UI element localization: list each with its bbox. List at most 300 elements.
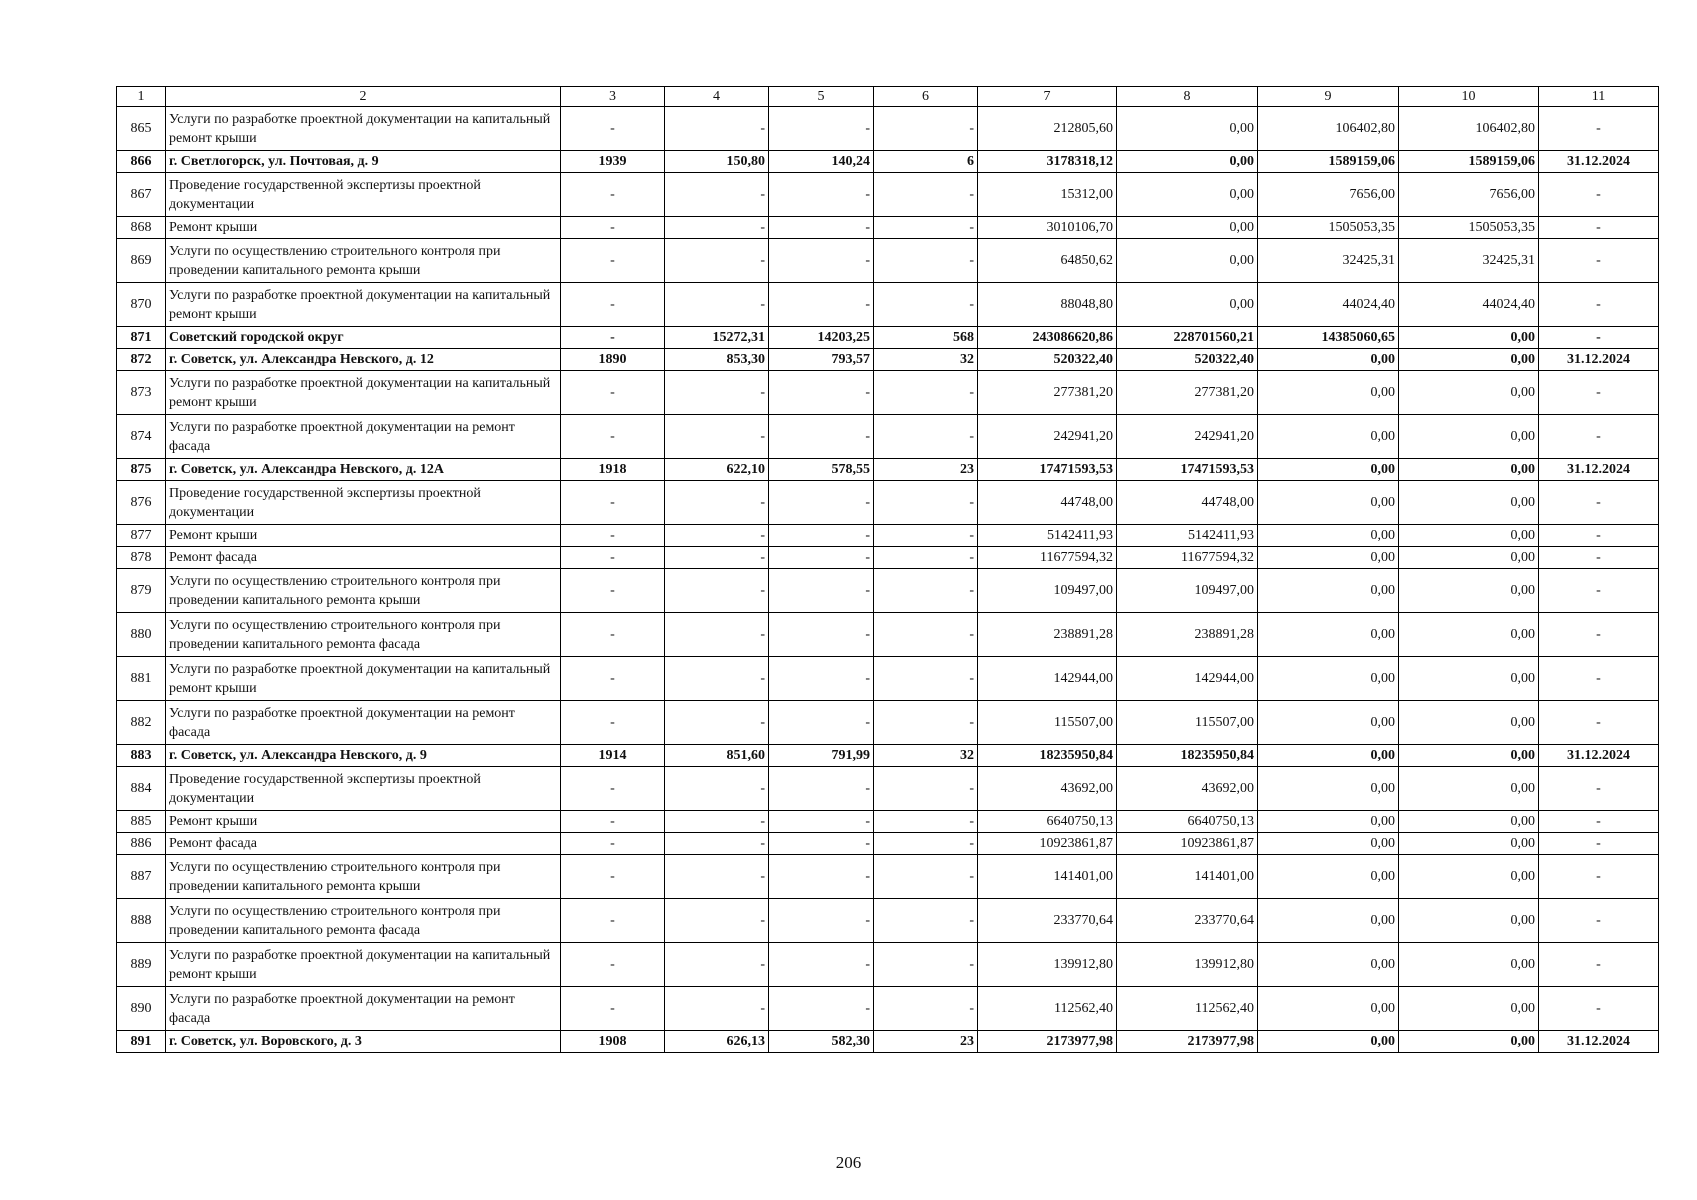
cost-col8-cell: 5142411,93 xyxy=(1117,525,1258,547)
area-total-cell: 622,10 xyxy=(665,459,769,481)
cost-total-cell: 6640750,13 xyxy=(978,811,1117,833)
work-name: Проведение государственной экспертизы проектной документации xyxy=(166,767,561,811)
column-header-2: 2 xyxy=(166,87,561,107)
area-living-cell: - xyxy=(769,547,874,569)
area-total-cell: - xyxy=(665,855,769,899)
residents-cell: - xyxy=(874,855,978,899)
cost-col9-cell: 0,00 xyxy=(1258,767,1399,811)
residents-cell: - xyxy=(874,283,978,327)
row-number: 891 xyxy=(117,1031,166,1053)
area-living-cell: - xyxy=(769,481,874,525)
cost-col10-cell: 0,00 xyxy=(1399,855,1539,899)
cost-col9-cell: 106402,80 xyxy=(1258,107,1399,151)
cost-col8-cell: 0,00 xyxy=(1117,107,1258,151)
cost-total-cell: 64850,62 xyxy=(978,239,1117,283)
work-name: Услуги по разработке проектной документации на капитальный ремонт крыши xyxy=(166,371,561,415)
table-row xyxy=(117,613,1659,657)
work-name: Услуги по разработке проектной документации на капитальный ремонт крыши xyxy=(166,107,561,151)
table-row xyxy=(117,987,1659,1031)
residents-cell: - xyxy=(874,217,978,239)
column-header-4: 4 xyxy=(665,87,769,107)
cost-col9-cell: 0,00 xyxy=(1258,415,1399,459)
table-row xyxy=(117,415,1659,459)
column-header-6: 6 xyxy=(874,87,978,107)
cost-col9-cell: 0,00 xyxy=(1258,525,1399,547)
residents-cell: - xyxy=(874,701,978,745)
table-row xyxy=(117,459,1659,481)
year-cell: - xyxy=(561,173,665,217)
deadline-cell: - xyxy=(1539,833,1659,855)
deadline-cell: 31.12.2024 xyxy=(1539,349,1659,371)
area-total-cell: - xyxy=(665,767,769,811)
row-number: 867 xyxy=(117,173,166,217)
area-living-cell: 791,99 xyxy=(769,745,874,767)
deadline-cell: - xyxy=(1539,701,1659,745)
residents-cell: 32 xyxy=(874,745,978,767)
cost-col9-cell: 0,00 xyxy=(1258,855,1399,899)
cost-total-cell: 88048,80 xyxy=(978,283,1117,327)
cost-col9-cell: 0,00 xyxy=(1258,459,1399,481)
cost-total-cell: 141401,00 xyxy=(978,855,1117,899)
work-name: г. Светлогорск, ул. Почтовая, д. 9 xyxy=(166,151,561,173)
area-total-cell: - xyxy=(665,371,769,415)
residents-cell: - xyxy=(874,481,978,525)
row-number: 866 xyxy=(117,151,166,173)
area-total-cell: - xyxy=(665,987,769,1031)
column-header-5: 5 xyxy=(769,87,874,107)
table-row xyxy=(117,349,1659,371)
cost-col9-cell: 0,00 xyxy=(1258,613,1399,657)
area-living-cell: - xyxy=(769,239,874,283)
area-total-cell: - xyxy=(665,547,769,569)
work-name: Услуги по разработке проектной документации на капитальный ремонт крыши xyxy=(166,283,561,327)
table-row xyxy=(117,217,1659,239)
cost-total-cell: 11677594,32 xyxy=(978,547,1117,569)
area-living-cell: - xyxy=(769,899,874,943)
cost-col10-cell: 106402,80 xyxy=(1399,107,1539,151)
residents-cell: - xyxy=(874,899,978,943)
area-total-cell: 853,30 xyxy=(665,349,769,371)
work-name: г. Советск, ул. Александра Невского, д. 9 xyxy=(166,745,561,767)
area-total-cell: - xyxy=(665,239,769,283)
cost-col9-cell: 44024,40 xyxy=(1258,283,1399,327)
table-row xyxy=(117,1031,1659,1053)
cost-total-cell: 15312,00 xyxy=(978,173,1117,217)
cost-col10-cell: 0,00 xyxy=(1399,569,1539,613)
deadline-cell: - xyxy=(1539,371,1659,415)
data-table xyxy=(116,86,1659,1053)
work-name: Ремонт фасада xyxy=(166,833,561,855)
cost-total-cell: 238891,28 xyxy=(978,613,1117,657)
residents-cell: - xyxy=(874,107,978,151)
cost-col8-cell: 0,00 xyxy=(1117,217,1258,239)
row-number: 869 xyxy=(117,239,166,283)
area-living-cell: - xyxy=(769,657,874,701)
cost-total-cell: 5142411,93 xyxy=(978,525,1117,547)
year-cell: - xyxy=(561,613,665,657)
row-number: 889 xyxy=(117,943,166,987)
deadline-cell: 31.12.2024 xyxy=(1539,745,1659,767)
deadline-cell: - xyxy=(1539,855,1659,899)
area-total-cell: - xyxy=(665,657,769,701)
cost-col9-cell: 0,00 xyxy=(1258,547,1399,569)
row-number: 886 xyxy=(117,833,166,855)
cost-col9-cell: 0,00 xyxy=(1258,1031,1399,1053)
residents-cell: - xyxy=(874,569,978,613)
work-name: г. Советск, ул. Воровского, д. 3 xyxy=(166,1031,561,1053)
area-living-cell: - xyxy=(769,525,874,547)
cost-col9-cell: 0,00 xyxy=(1258,811,1399,833)
residents-cell: - xyxy=(874,613,978,657)
residents-cell: 23 xyxy=(874,1031,978,1053)
area-living-cell: - xyxy=(769,767,874,811)
area-total-cell: 150,80 xyxy=(665,151,769,173)
row-number: 877 xyxy=(117,525,166,547)
cost-col8-cell: 0,00 xyxy=(1117,283,1258,327)
cost-total-cell: 142944,00 xyxy=(978,657,1117,701)
residents-cell: 6 xyxy=(874,151,978,173)
area-living-cell: 14203,25 xyxy=(769,327,874,349)
row-number: 887 xyxy=(117,855,166,899)
area-living-cell: - xyxy=(769,987,874,1031)
area-total-cell: - xyxy=(665,173,769,217)
deadline-cell: 31.12.2024 xyxy=(1539,459,1659,481)
cost-total-cell: 3178318,12 xyxy=(978,151,1117,173)
area-living-cell: - xyxy=(769,371,874,415)
cost-col8-cell: 139912,80 xyxy=(1117,943,1258,987)
work-name: Советский городской округ xyxy=(166,327,561,349)
cost-total-cell: 10923861,87 xyxy=(978,833,1117,855)
area-total-cell: 15272,31 xyxy=(665,327,769,349)
year-cell: - xyxy=(561,283,665,327)
cost-col10-cell: 0,00 xyxy=(1399,525,1539,547)
row-number: 876 xyxy=(117,481,166,525)
cost-col10-cell: 0,00 xyxy=(1399,371,1539,415)
work-name: Проведение государственной экспертизы проектной документации xyxy=(166,481,561,525)
year-cell: - xyxy=(561,239,665,283)
table-row xyxy=(117,239,1659,283)
cost-col9-cell: 14385060,65 xyxy=(1258,327,1399,349)
row-number: 873 xyxy=(117,371,166,415)
cost-col9-cell: 0,00 xyxy=(1258,349,1399,371)
table-row xyxy=(117,833,1659,855)
cost-col10-cell: 0,00 xyxy=(1399,613,1539,657)
row-number: 872 xyxy=(117,349,166,371)
year-cell: - xyxy=(561,481,665,525)
page-number: 206 xyxy=(835,1153,862,1172)
work-name: Услуги по осуществлению строительного контроля при проведении капитального ремонта фасада xyxy=(166,899,561,943)
work-name: Услуги по осуществлению строительного контроля при проведении капитального ремонта крыши xyxy=(166,569,561,613)
cost-col10-cell: 0,00 xyxy=(1399,327,1539,349)
area-living-cell: - xyxy=(769,107,874,151)
year-cell: - xyxy=(561,547,665,569)
area-living-cell: 793,57 xyxy=(769,349,874,371)
table-row xyxy=(117,547,1659,569)
cost-col8-cell: 238891,28 xyxy=(1117,613,1258,657)
cost-col10-cell: 0,00 xyxy=(1399,701,1539,745)
cost-col8-cell: 115507,00 xyxy=(1117,701,1258,745)
deadline-cell: - xyxy=(1539,943,1659,987)
table-row xyxy=(117,569,1659,613)
work-name: г. Советск, ул. Александра Невского, д. 12 xyxy=(166,349,561,371)
year-cell: - xyxy=(561,855,665,899)
work-name: Ремонт крыши xyxy=(166,525,561,547)
column-header-10: 10 xyxy=(1399,87,1539,107)
area-total-cell: - xyxy=(665,107,769,151)
cost-total-cell: 115507,00 xyxy=(978,701,1117,745)
cost-total-cell: 242941,20 xyxy=(978,415,1117,459)
area-living-cell: - xyxy=(769,283,874,327)
table-row xyxy=(117,701,1659,745)
deadline-cell: - xyxy=(1539,327,1659,349)
cost-col9-cell: 0,00 xyxy=(1258,943,1399,987)
area-total-cell: - xyxy=(665,833,769,855)
deadline-cell: - xyxy=(1539,569,1659,613)
cost-col8-cell: 11677594,32 xyxy=(1117,547,1258,569)
cost-total-cell: 520322,40 xyxy=(978,349,1117,371)
area-living-cell: - xyxy=(769,811,874,833)
column-header-9: 9 xyxy=(1258,87,1399,107)
cost-total-cell: 2173977,98 xyxy=(978,1031,1117,1053)
year-cell: 1939 xyxy=(561,151,665,173)
table-row xyxy=(117,745,1659,767)
area-living-cell: 140,24 xyxy=(769,151,874,173)
cost-col8-cell: 10923861,87 xyxy=(1117,833,1258,855)
cost-col10-cell: 0,00 xyxy=(1399,745,1539,767)
table-row xyxy=(117,283,1659,327)
row-number: 875 xyxy=(117,459,166,481)
table-row xyxy=(117,525,1659,547)
deadline-cell: - xyxy=(1539,481,1659,525)
cost-col10-cell: 0,00 xyxy=(1399,657,1539,701)
residents-cell: - xyxy=(874,173,978,217)
area-total-cell: 851,60 xyxy=(665,745,769,767)
cost-col9-cell: 0,00 xyxy=(1258,371,1399,415)
residents-cell: - xyxy=(874,811,978,833)
cost-col10-cell: 0,00 xyxy=(1399,833,1539,855)
row-number: 881 xyxy=(117,657,166,701)
cost-col10-cell: 0,00 xyxy=(1399,899,1539,943)
column-header-7: 7 xyxy=(978,87,1117,107)
cost-total-cell: 18235950,84 xyxy=(978,745,1117,767)
cost-col9-cell: 0,00 xyxy=(1258,987,1399,1031)
area-living-cell: - xyxy=(769,613,874,657)
cost-col10-cell: 32425,31 xyxy=(1399,239,1539,283)
cost-col8-cell: 277381,20 xyxy=(1117,371,1258,415)
cost-total-cell: 277381,20 xyxy=(978,371,1117,415)
deadline-cell: 31.12.2024 xyxy=(1539,1031,1659,1053)
cost-col9-cell: 0,00 xyxy=(1258,899,1399,943)
column-header-3: 3 xyxy=(561,87,665,107)
cost-col10-cell: 0,00 xyxy=(1399,943,1539,987)
table-row xyxy=(117,943,1659,987)
deadline-cell: - xyxy=(1539,283,1659,327)
area-living-cell: - xyxy=(769,569,874,613)
cost-col9-cell: 0,00 xyxy=(1258,745,1399,767)
cost-col8-cell: 43692,00 xyxy=(1117,767,1258,811)
deadline-cell: - xyxy=(1539,987,1659,1031)
deadline-cell: - xyxy=(1539,107,1659,151)
residents-cell: - xyxy=(874,547,978,569)
deadline-cell: - xyxy=(1539,547,1659,569)
residents-cell: 568 xyxy=(874,327,978,349)
table-row xyxy=(117,371,1659,415)
year-cell: - xyxy=(561,987,665,1031)
area-total-cell: - xyxy=(665,613,769,657)
table-row xyxy=(117,855,1659,899)
cost-total-cell: 212805,60 xyxy=(978,107,1117,151)
table-row xyxy=(117,151,1659,173)
year-cell: 1914 xyxy=(561,745,665,767)
cost-col10-cell: 0,00 xyxy=(1399,1031,1539,1053)
area-total-cell: - xyxy=(665,811,769,833)
cost-col8-cell: 44748,00 xyxy=(1117,481,1258,525)
deadline-cell: - xyxy=(1539,657,1659,701)
area-total-cell: - xyxy=(665,525,769,547)
work-name: Услуги по разработке проектной документации на ремонт фасада xyxy=(166,987,561,1031)
deadline-cell: - xyxy=(1539,613,1659,657)
table-row xyxy=(117,327,1659,349)
deadline-cell: - xyxy=(1539,217,1659,239)
cost-col9-cell: 0,00 xyxy=(1258,833,1399,855)
cost-col10-cell: 0,00 xyxy=(1399,547,1539,569)
area-living-cell: 578,55 xyxy=(769,459,874,481)
row-number: 879 xyxy=(117,569,166,613)
cost-col10-cell: 0,00 xyxy=(1399,415,1539,459)
year-cell: 1908 xyxy=(561,1031,665,1053)
table-row xyxy=(117,899,1659,943)
row-number: 870 xyxy=(117,283,166,327)
residents-cell: 23 xyxy=(874,459,978,481)
area-total-cell: - xyxy=(665,899,769,943)
work-name: Услуги по разработке проектной документации на капитальный ремонт крыши xyxy=(166,943,561,987)
cost-total-cell: 243086620,86 xyxy=(978,327,1117,349)
cost-total-cell: 139912,80 xyxy=(978,943,1117,987)
column-number-header-row xyxy=(117,87,1659,107)
row-number: 883 xyxy=(117,745,166,767)
cost-col9-cell: 1589159,06 xyxy=(1258,151,1399,173)
work-name: Услуги по разработке проектной документации на капитальный ремонт крыши xyxy=(166,657,561,701)
area-total-cell: - xyxy=(665,415,769,459)
row-number: 890 xyxy=(117,987,166,1031)
year-cell: - xyxy=(561,701,665,745)
cost-col10-cell: 7656,00 xyxy=(1399,173,1539,217)
cost-col8-cell: 109497,00 xyxy=(1117,569,1258,613)
cost-total-cell: 233770,64 xyxy=(978,899,1117,943)
cost-col8-cell: 142944,00 xyxy=(1117,657,1258,701)
deadline-cell: 31.12.2024 xyxy=(1539,151,1659,173)
residents-cell: - xyxy=(874,239,978,283)
area-living-cell: - xyxy=(769,173,874,217)
cost-total-cell: 112562,40 xyxy=(978,987,1117,1031)
year-cell: - xyxy=(561,943,665,987)
table-row xyxy=(117,767,1659,811)
residents-cell: - xyxy=(874,657,978,701)
deadline-cell: - xyxy=(1539,899,1659,943)
row-number: 878 xyxy=(117,547,166,569)
cost-total-cell: 43692,00 xyxy=(978,767,1117,811)
row-number: 880 xyxy=(117,613,166,657)
area-total-cell: 626,13 xyxy=(665,1031,769,1053)
work-name: Услуги по разработке проектной документации на ремонт фасада xyxy=(166,701,561,745)
cost-col9-cell: 0,00 xyxy=(1258,701,1399,745)
area-living-cell: - xyxy=(769,415,874,459)
row-number: 884 xyxy=(117,767,166,811)
deadline-cell: - xyxy=(1539,239,1659,283)
table-row xyxy=(117,173,1659,217)
work-name: Проведение государственной экспертизы проектной документации xyxy=(166,173,561,217)
cost-col8-cell: 17471593,53 xyxy=(1117,459,1258,481)
deadline-cell: - xyxy=(1539,811,1659,833)
work-name: Услуги по разработке проектной документации на ремонт фасада xyxy=(166,415,561,459)
year-cell: 1918 xyxy=(561,459,665,481)
table-row xyxy=(117,481,1659,525)
year-cell: - xyxy=(561,107,665,151)
table-row xyxy=(117,811,1659,833)
row-number: 865 xyxy=(117,107,166,151)
area-living-cell: - xyxy=(769,943,874,987)
column-header-1: 1 xyxy=(117,87,166,107)
cost-col8-cell: 6640750,13 xyxy=(1117,811,1258,833)
residents-cell: - xyxy=(874,371,978,415)
cost-col9-cell: 0,00 xyxy=(1258,657,1399,701)
work-name: Ремонт крыши xyxy=(166,217,561,239)
residents-cell: 32 xyxy=(874,349,978,371)
work-name: Услуги по осуществлению строительного контроля при проведении капитального ремонта фасада xyxy=(166,613,561,657)
cost-col9-cell: 1505053,35 xyxy=(1258,217,1399,239)
area-total-cell: - xyxy=(665,283,769,327)
area-total-cell: - xyxy=(665,701,769,745)
area-living-cell: 582,30 xyxy=(769,1031,874,1053)
cost-col8-cell: 242941,20 xyxy=(1117,415,1258,459)
residents-cell: - xyxy=(874,767,978,811)
cost-col9-cell: 0,00 xyxy=(1258,481,1399,525)
cost-col8-cell: 0,00 xyxy=(1117,151,1258,173)
cost-col9-cell: 32425,31 xyxy=(1258,239,1399,283)
year-cell: - xyxy=(561,569,665,613)
cost-col10-cell: 1505053,35 xyxy=(1399,217,1539,239)
cost-col9-cell: 7656,00 xyxy=(1258,173,1399,217)
year-cell: - xyxy=(561,811,665,833)
cost-total-cell: 17471593,53 xyxy=(978,459,1117,481)
area-total-cell: - xyxy=(665,217,769,239)
cost-total-cell: 3010106,70 xyxy=(978,217,1117,239)
cost-col8-cell: 141401,00 xyxy=(1117,855,1258,899)
year-cell: - xyxy=(561,657,665,701)
cost-col10-cell: 1589159,06 xyxy=(1399,151,1539,173)
table-row xyxy=(117,657,1659,701)
work-name: Услуги по осуществлению строительного контроля при проведении капитального ремонта крыши xyxy=(166,239,561,283)
year-cell: 1890 xyxy=(561,349,665,371)
area-living-cell: - xyxy=(769,701,874,745)
cost-col8-cell: 520322,40 xyxy=(1117,349,1258,371)
work-name: г. Советск, ул. Александра Невского, д. 12А xyxy=(166,459,561,481)
deadline-cell: - xyxy=(1539,173,1659,217)
area-living-cell: - xyxy=(769,833,874,855)
work-name: Ремонт фасада xyxy=(166,547,561,569)
column-header-8: 8 xyxy=(1117,87,1258,107)
cost-col10-cell: 0,00 xyxy=(1399,459,1539,481)
row-number: 874 xyxy=(117,415,166,459)
year-cell: - xyxy=(561,371,665,415)
cost-col10-cell: 0,00 xyxy=(1399,987,1539,1031)
cost-col10-cell: 44024,40 xyxy=(1399,283,1539,327)
table-row xyxy=(117,107,1659,151)
residents-cell: - xyxy=(874,833,978,855)
year-cell: - xyxy=(561,899,665,943)
cost-col8-cell: 228701560,21 xyxy=(1117,327,1258,349)
cost-col8-cell: 2173977,98 xyxy=(1117,1031,1258,1053)
